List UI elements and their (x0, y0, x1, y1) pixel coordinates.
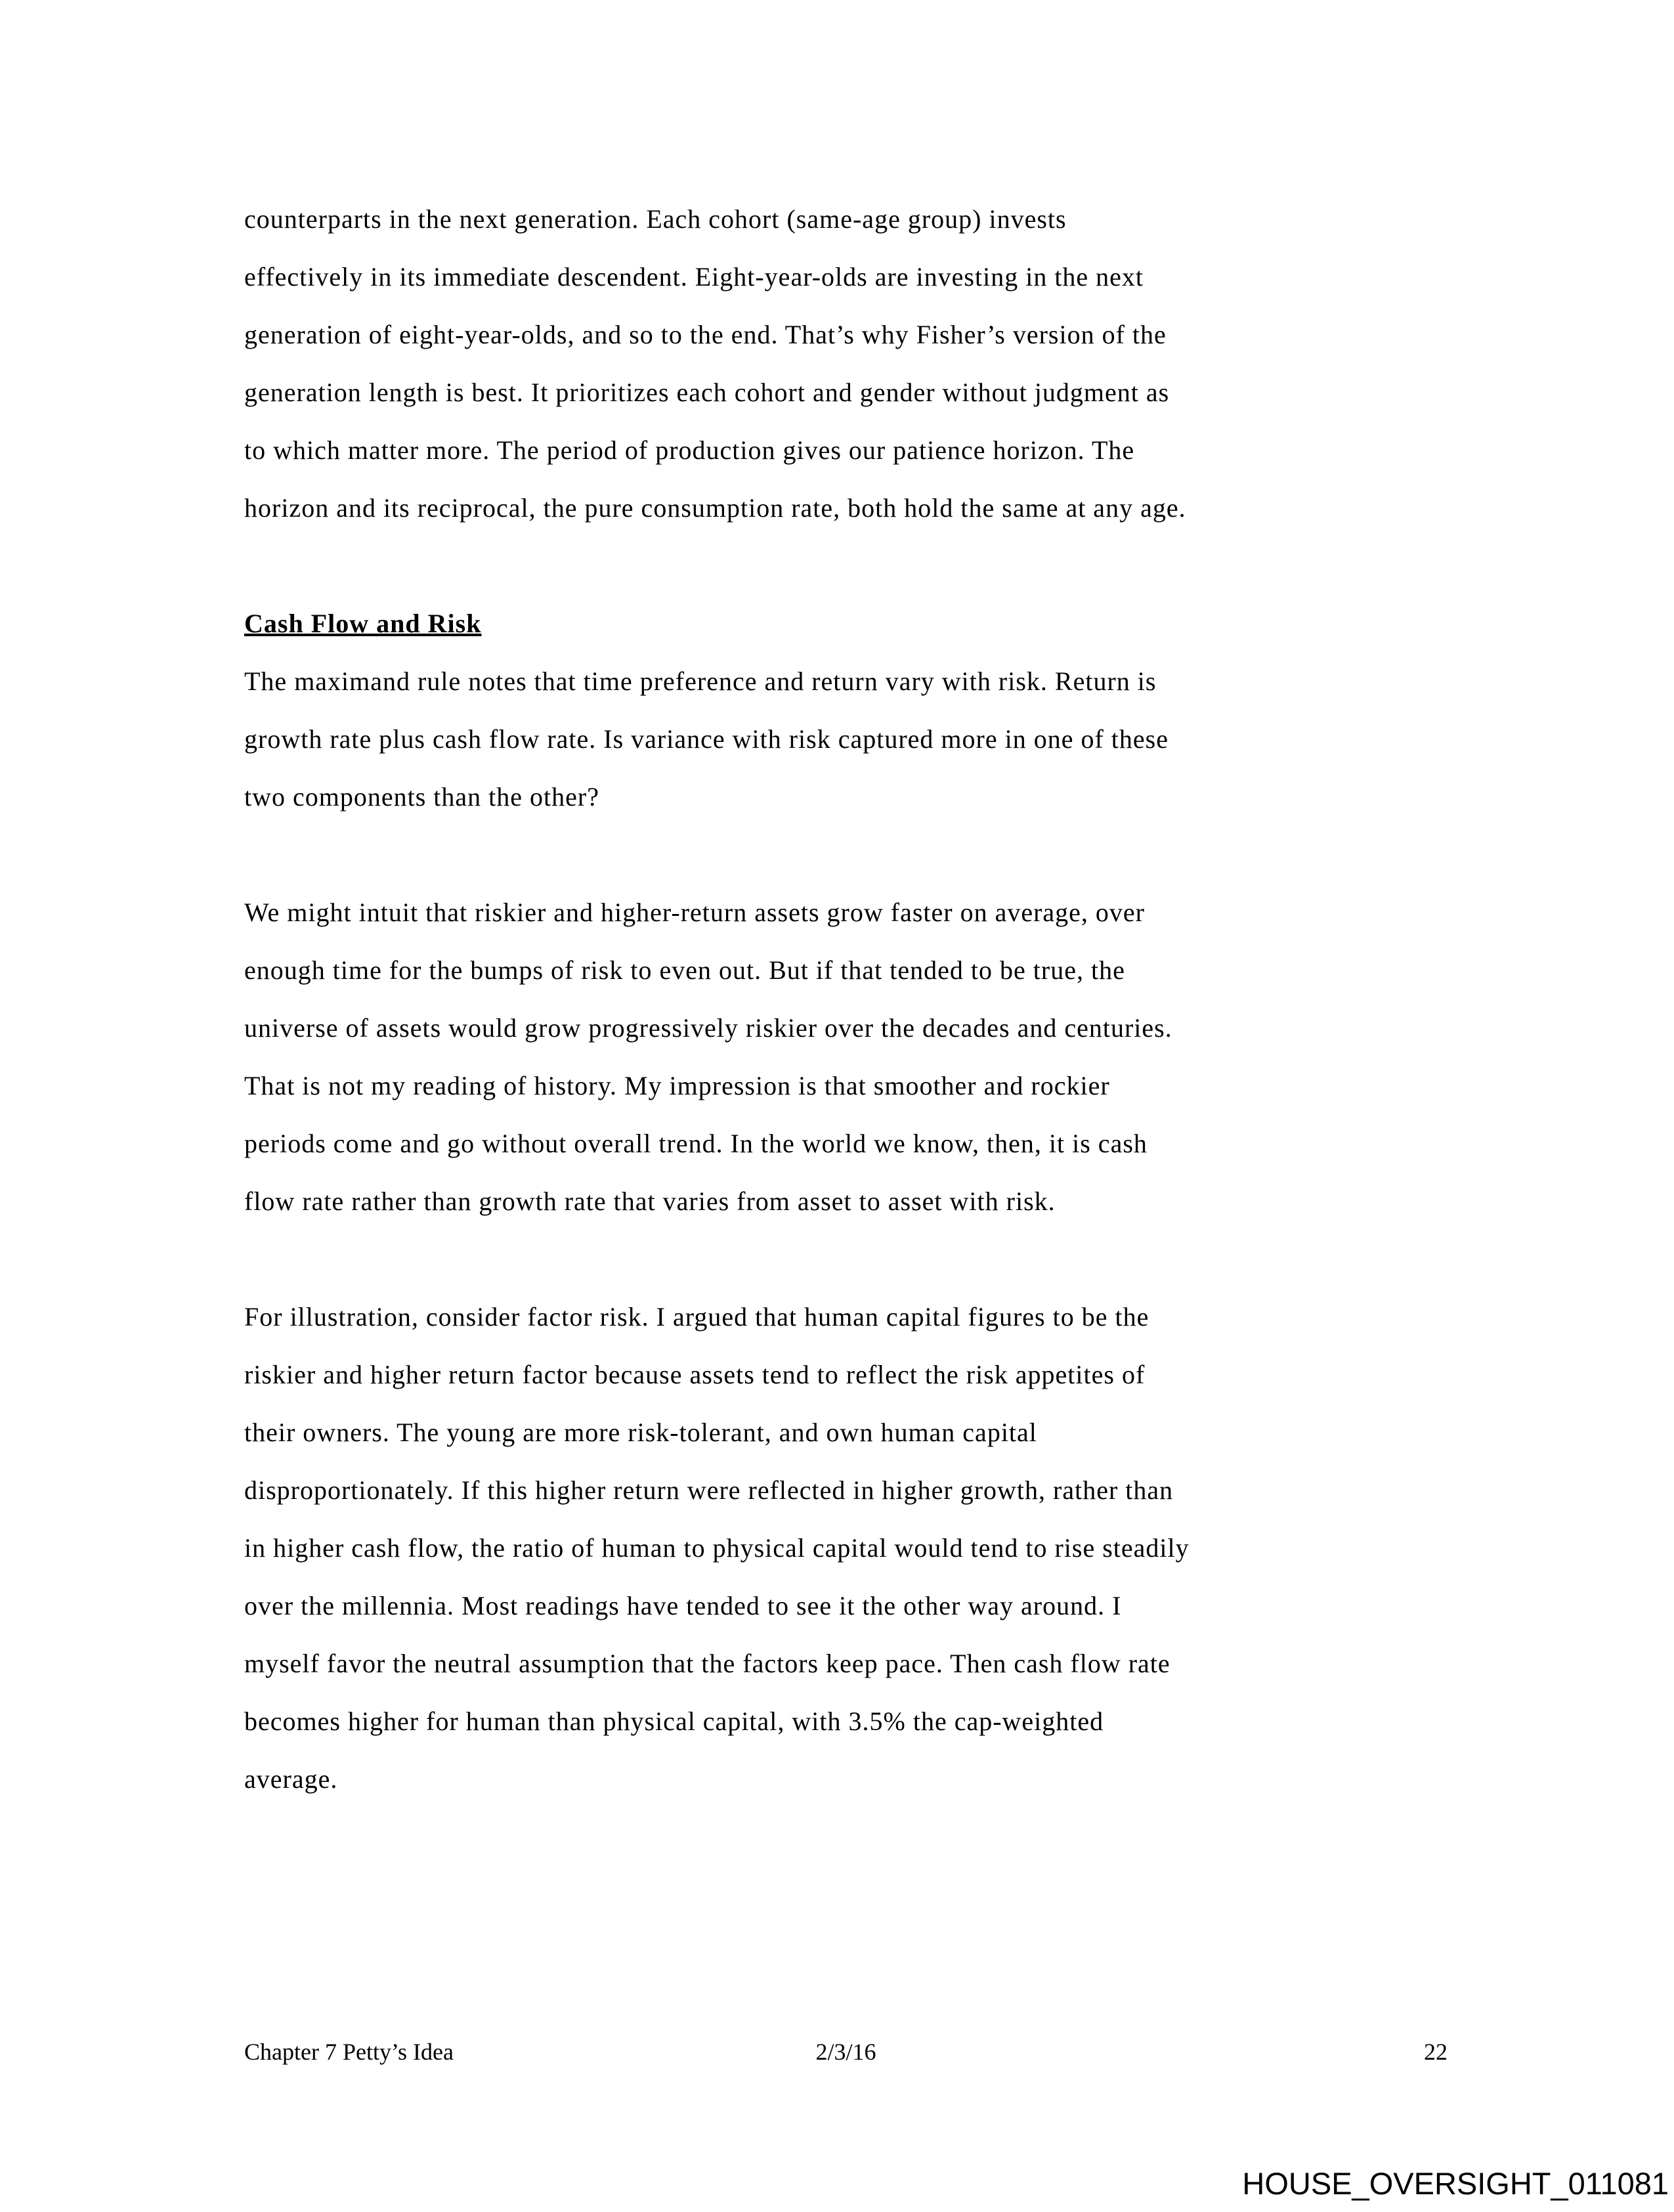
text-line: myself favor the neutral assumption that the factors keep pace. Then cash flow rate (244, 1649, 1170, 1678)
text-line: horizon and its reciprocal, the pure consumption rate, both hold the same at any age. (244, 493, 1186, 523)
text-line: average. (244, 1764, 338, 1794)
footer-date: 2/3/16 (815, 2039, 876, 2065)
text-line: The maximand rule notes that time preference and return vary with risk. Return is (244, 666, 1157, 696)
paragraph-spacer (244, 826, 1465, 884)
text-line: periods come and go without overall trend. In the world we know, then, it is cash (244, 1129, 1148, 1158)
paragraph-4 (244, 1288, 1465, 1808)
text-line: growth rate plus cash flow rate. Is variance with risk captured more in one of these (244, 724, 1169, 754)
text-line: two components than the other? (244, 782, 599, 812)
text-line: effectively in its immediate descendent. Eight-year-olds are investing in the next (244, 262, 1144, 292)
text-line: riskier and higher return factor because assets tend to reflect the risk appetites of (244, 1360, 1146, 1389)
text-line: We might intuit that riskier and higher-return assets grow faster on average, over (244, 898, 1145, 927)
paragraph-1 (244, 190, 1465, 537)
text-line: counterparts in the next generation. Each cohort (same-age group) invests (244, 204, 1067, 234)
text-line: in higher cash flow, the ratio of human to physical capital would tend to rise steadily (244, 1533, 1190, 1563)
text-line: flow rate rather than growth rate that varies from asset to asset with risk. (244, 1186, 1056, 1216)
footer-page-number: 22 (1424, 2039, 1448, 2065)
text-line: their owners. The young are more risk-tolerant, and own human capital (244, 1418, 1037, 1447)
text-line: disproportionately. If this higher return were reflected in higher growth, rather than (244, 1475, 1174, 1505)
text-line: to which matter more. The period of production gives our patience horizon. The (244, 435, 1135, 465)
bates-stamp: HOUSE_OVERSIGHT_011081 (1242, 2166, 1669, 2201)
page-footer (244, 2037, 1448, 2066)
section-heading: Cash Flow and Risk (244, 609, 482, 638)
paragraph-3 (244, 884, 1465, 1230)
text-line: over the millennia. Most readings have tended to see it the other way around. I (244, 1591, 1122, 1620)
text-line: generation length is best. It prioritizes each cohort and gender without judgment as (244, 378, 1170, 407)
text-line: For illustration, consider factor risk. I argued that human capital figures to be the (244, 1302, 1149, 1332)
text-line: generation of eight-year-olds, and so to the end. That’s why Fisher’s version of the (244, 320, 1167, 349)
text-line: enough time for the bumps of risk to even out. But if that tended to be true, the (244, 955, 1125, 985)
body-text (244, 190, 1465, 1808)
footer-chapter-label: Chapter 7 Petty’s Idea (244, 2039, 454, 2065)
section-cash-flow-and-risk (244, 595, 1465, 826)
text-line: becomes higher for human than physical capital, with 3.5% the cap-weighted (244, 1706, 1104, 1736)
text-line: That is not my reading of history. My impression is that smoother and rockier (244, 1071, 1110, 1100)
text-line: universe of assets would grow progressively riskier over the decades and centuries. (244, 1013, 1172, 1043)
